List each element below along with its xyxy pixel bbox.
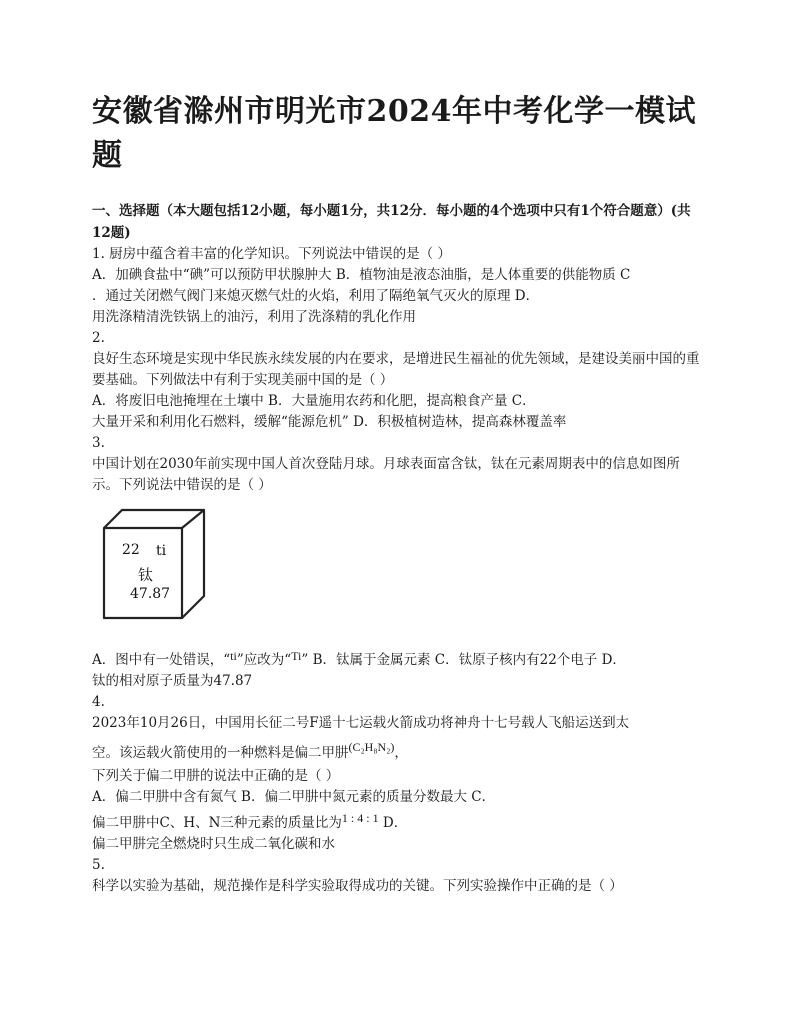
element-name: 钛 [138, 566, 154, 584]
question-4-options-line-2 [92, 808, 704, 834]
q4-option-c-text: 偏二甲肼中C、H、N三种元素的质量比为 [92, 815, 342, 831]
q3-uppercase-ti: Ti [291, 649, 302, 663]
chemical-formula: (C₂H₈N₂) [348, 740, 395, 754]
question-3 [92, 433, 704, 692]
q3-option-text-c: ” B．钛属于金属元素 C．钛原子核内有22个电子 D． [301, 652, 626, 668]
question-1-options-line-1: A．加碘食盐中“碘”可以预防甲状腺肿大 B．植物油是液态油脂，是人体重要的供能物质 C [92, 267, 631, 283]
question-4-stem-line-1: 2023年10月26日，中国用长征二号F遥十七运载火箭成功将神舟十七号载人飞船运送到太 [92, 715, 630, 731]
question-3-number: 3. [92, 435, 105, 451]
question-2 [92, 328, 704, 433]
question-3-options-line-1 [92, 646, 704, 671]
q3-lowercase-ti: ti [230, 649, 237, 663]
q4-option-d-label: D． [378, 815, 408, 831]
element-cube-drawing [100, 506, 212, 626]
question-1 [92, 244, 704, 328]
element-symbol: ti [156, 543, 167, 559]
question-5 [92, 855, 704, 897]
document-page [92, 90, 704, 897]
question-4-number: 4. [92, 694, 105, 710]
page-title: 安徽省滁州市明光市2024年中考化学一模试题 [92, 94, 696, 173]
question-4-options-line-1: A．偏二甲肼中含有氮气 B．偏二甲肼中氮元素的质量分数最大 C． [92, 789, 496, 805]
section-heading: 一、选择题（本大题包括12小题，每小题1分，共12分．每小题的4个选项中只有1个符合题意）(共12题) [92, 203, 691, 241]
question-4-stem-line-3: 下列关于偏二甲肼的说法中正确的是（ ） [92, 768, 340, 784]
question-4-options-line-3: 偏二甲肼完全燃烧时只生成二氧化碳和水 [92, 836, 335, 852]
periodic-element-figure [92, 498, 704, 646]
q3-option-text-a: A．图中有一处错误，“ [92, 652, 231, 668]
question-5-stem: 科学以实验为基础，规范操作是科学实验取得成功的关键。下列实验操作中正确的是（ ） [92, 878, 623, 894]
question-2-stem: 良好生态环境是实现中华民族永续发展的内在要求，是增进民生福祉的优先领域，是建设美丽中国的重要基础。下列做法中有利于实现美丽中国的是（ ） [92, 351, 700, 388]
mass-ratio: 1 : 4 : 1 [341, 811, 379, 825]
element-atomic-mass: 47.87 [130, 586, 171, 602]
question-2-number: 2. [92, 330, 105, 346]
q4-stem-text: 空。该运载火箭使用的一种燃料是偏二甲肼 [92, 745, 349, 761]
q3-option-text-b: ”应改为“ [236, 652, 292, 668]
q4-stem-comma: ， [394, 745, 408, 761]
question-2-options-line-2: 大量开采和利用化石燃料，缓解“能源危机” D．积极植树造林，提高森林覆盖率 [92, 414, 567, 430]
question-5-number: 5. [92, 857, 105, 873]
question-1-options-line-3: 用洗涤精清洗铁锅上的油污，利用了洗涤精的乳化作用 [92, 309, 416, 325]
question-1-options-line-2: ．通过关闭燃气阀门来熄灭燃气灶的火焰，利用了隔绝氧气灭火的原理 D． [92, 288, 540, 304]
question-3-stem: 中国计划在2030年前实现中国人首次登陆月球。月球表面富含钛，钛在元素周期表中的信息如图所示。下列说法中错误的是（ ） [92, 456, 680, 493]
question-4 [92, 692, 704, 855]
question-4-stem-line-2 [92, 734, 704, 766]
question-2-options-line-1: A．将废旧电池掩埋在土壤中 B．大量施用农药和化肥，提高粮食产量 C． [92, 393, 536, 409]
question-1-stem: 1. 厨房中蕴含着丰富的化学知识。下列说法中错误的是（ ） [92, 246, 451, 262]
question-3-options-line-2: 钛的相对原子质量为47.87 [92, 673, 253, 689]
element-atomic-number: 22 [122, 542, 140, 558]
